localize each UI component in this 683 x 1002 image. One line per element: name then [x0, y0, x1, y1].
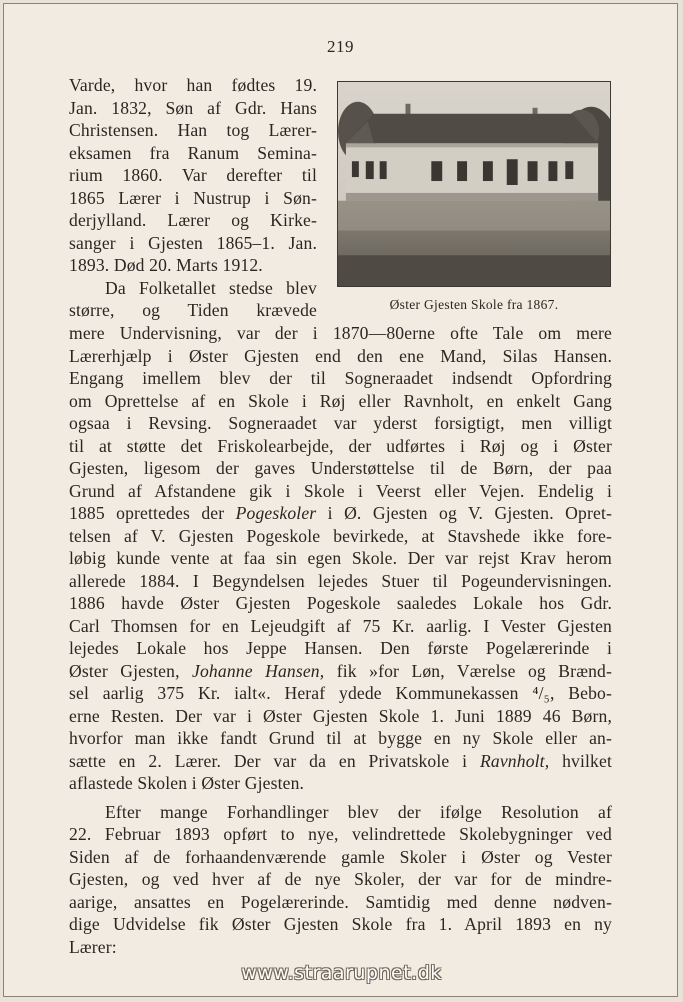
page-number: 219	[327, 37, 354, 56]
text-line: 1865 Lærer i Nustrup i Søn-	[69, 187, 317, 208]
text-line: Grund af Afstandene gik i Skole i Veerst eller Vejen. Endelig i	[69, 480, 612, 501]
text-line: Christensen. Han tog Lærer-	[69, 120, 317, 140]
text-line: Lærer:	[69, 936, 117, 957]
italic-place: Ravnholt,	[480, 750, 550, 771]
text-line: sanger i Gjesten 1865–1. Jan.	[69, 232, 317, 253]
site-watermark: www.straarupnet.dk	[241, 962, 442, 984]
text-line: 22. Februar 1893 opført to nye, velindrettede Skolebygninger ved	[69, 824, 612, 844]
text-line: mere Undervisning, var der i 1870—80erne ofte Tale om mere	[69, 323, 612, 343]
text-line: ogsaa i Revsing. Sogneraadet var yderst forsigtigt, men villigt	[69, 413, 612, 433]
text-line: Da Folketallet stedse blev	[105, 277, 317, 298]
text-line: Efter mange Forhandlinger blev der ifølge Resolution af	[105, 801, 612, 822]
school-building-photo	[337, 81, 611, 287]
photo-caption: Øster Gjesten Skole fra 1867.	[389, 297, 559, 312]
text-line: aarige, ansattes en Pogelærerinde. Samtidig med denne nødven-	[69, 891, 612, 912]
column-text	[69, 74, 317, 322]
text-line: derjylland. Lærer og Kirke-	[69, 210, 317, 230]
text-line: Engang imellem blev der til Sogneraadet indsendt Opfordring	[69, 368, 612, 388]
body-text	[69, 322, 612, 958]
text-run: sætte en 2. Lærer. Der var da en Privatskole i	[69, 750, 480, 771]
text-line: lejedes Lokale hos Jeppe Hansen. Den første Pogelærerinde i	[69, 638, 612, 658]
text-line: om Oprettelse af en Skole i Røj eller Ravnholt, en enkelt Gang	[69, 390, 612, 411]
text-line	[69, 750, 612, 773]
text-run: fik »for Løn, Værelse og Brænd-	[324, 660, 612, 681]
text-line: Lærerhjælp i Øster Gjesten end den ene Mand, Silas Hansen.	[69, 345, 612, 366]
text-line: rium 1860. Var derefter til	[69, 165, 317, 185]
book-page	[3, 3, 678, 997]
text-run: 1885 oprettedes der	[69, 503, 236, 523]
text-line: Jan. 1832, Søn af Gdr. Hans	[69, 97, 317, 118]
text-run: Øster Gjesten,	[69, 660, 193, 681]
text-line: Siden af de forhaandenværende gamle Skoler i Øster og Vester	[69, 846, 612, 867]
text-line: aflastede Skolen i Øster Gjesten.	[69, 773, 305, 793]
text-line: til at støtte det Friskolearbejde, der udførtes i Røj og i Øster	[69, 435, 612, 456]
italic-term: Pogeskoler	[235, 503, 317, 523]
text-line	[69, 502, 612, 525]
text-line: løbig kunde vente at faa sin egen Skole. Der var rejst Krav herom	[69, 548, 612, 568]
text-run: hvilket	[549, 750, 612, 771]
text-line: 1893. Død 20. Marts 1912.	[69, 255, 263, 275]
text-line: Gjesten, ligesom der gaves Understøttelse til de Børn, der paa	[69, 458, 612, 478]
text-line: hvorfor man ikke fandt Grund til at bygge en ny Skole eller an-	[69, 728, 612, 748]
text-line: dige Udvidelse fik Øster Gjesten Skole fra 1. April 1893 en ny	[69, 914, 612, 934]
text-line: telsen af V. Gjesten Pogeskole bevirkede, at Stavshede ikke fore-	[69, 525, 612, 546]
text-line: sel aarlig 375 Kr. ialt«. Heraf ydede Kommunekassen ⁴/₅, Bebo-	[69, 683, 612, 703]
text-line: eksamen fra Ranum Semina-	[69, 142, 317, 163]
text-line: 1886 havde Øster Gjesten Pogeskole saaledes Lokale hos Gdr.	[69, 593, 612, 613]
text-run: i Ø. Gjesten og V. Gjesten. Opret-	[316, 503, 612, 523]
text-line: større, og Tiden krævede	[69, 300, 317, 320]
text-line: Carl Thomsen for en Lejeudgift af 75 Kr. aarlig. I Vester Gjesten	[69, 615, 612, 636]
text-line: Gjesten, og ved hver af de nye Skoler, der var for de mindre-	[69, 869, 612, 889]
italic-name: Johanne Hansen,	[192, 660, 325, 681]
text-line	[69, 660, 612, 683]
text-line: erne Resten. Der var i Øster Gjesten Skole 1. Juni 1889 46 Børn,	[69, 705, 612, 726]
photo-figure	[337, 81, 611, 313]
text-line: Varde, hvor han fødtes 19.	[69, 75, 317, 95]
text-line: allerede 1884. I Begyndelsen lejedes Stuer til Pogeundervisningen.	[69, 570, 612, 591]
